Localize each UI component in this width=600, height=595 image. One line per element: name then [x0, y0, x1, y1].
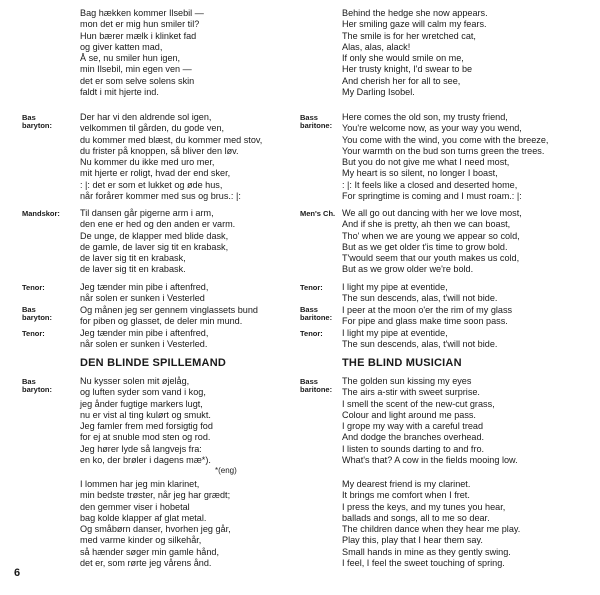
- verse-line: Play this, play that I hear them say.: [342, 535, 483, 546]
- verse-line: for ej at snuble mod sten og rod.: [80, 432, 211, 443]
- verse-line: For springtime is coming and I must roam.: |:: [342, 191, 522, 202]
- verse-line: And cherish her for all to see,: [342, 75, 461, 86]
- verse-line: But as we get older t'is time to grow bold.: [342, 241, 508, 252]
- verse-line: når forårет kommer med sus og brus.: |:: [80, 191, 241, 202]
- voice-label-line: baritone:: [300, 121, 333, 131]
- voice-label-line: baryton:: [22, 313, 52, 323]
- right-bass3b-lines: [342, 479, 562, 569]
- verse-line: You're welcome now, as your way you wend,: [342, 123, 522, 134]
- verse-line: med varme kinder og silkehår,: [80, 535, 202, 546]
- verse-line: : |: det er som et lukket og øde hus,: [80, 179, 223, 190]
- verse-line: And dodge the branches overhead.: [342, 432, 485, 443]
- verse-line: bag kolde klapper af glat metal.: [80, 512, 207, 523]
- section-title: THE BLIND MUSICIAN: [342, 357, 462, 369]
- verse-line: så hænder søger min gamle hånd,: [80, 546, 220, 557]
- left-tenor1-lines: [80, 282, 300, 305]
- voice-label: [22, 114, 74, 131]
- verse-line: Colour and light around me pass.: [342, 409, 476, 420]
- verse-line: : |: It feels like a closed and deserted home,: [342, 179, 518, 190]
- verse-line: Jeg tænder min pibe i aftenfred,: [80, 282, 209, 292]
- voice-label: [22, 210, 74, 218]
- verse-line: det er som selve solens skin: [80, 75, 195, 86]
- right-bass3-lines: [342, 376, 562, 466]
- verse-line: The airs a-stir with sweet surprise.: [342, 387, 480, 398]
- verse-line: du kommer med blæst, du kommer med stov,: [80, 134, 263, 145]
- right-tenor1-lines: [342, 282, 562, 305]
- verse-line: The golden sun kissing my eyes: [342, 376, 472, 386]
- verse-line: Tho' when we are young we appear so cold,: [342, 230, 520, 241]
- verse-line: min bedste trøster, når jeg har grædt;: [80, 490, 231, 501]
- footnote: *(eng): [215, 466, 237, 476]
- verse-line: I peer at the moon o'er the rim of my glass: [342, 305, 513, 315]
- section-title: DEN BLINDE SPILLEMAND: [80, 357, 226, 369]
- voice-label-line: Tenor:: [300, 329, 323, 338]
- verse-line: Alas, alas, alack!: [342, 41, 411, 52]
- voice-label-line: baryton:: [22, 121, 52, 131]
- verse-line: Til dansen går pigerne arm i arm,: [80, 208, 214, 218]
- verse-line: de laver sig tit en krabask,: [80, 253, 186, 264]
- verse-line: ballads and songs, all to me so dear.: [342, 512, 490, 523]
- verse-line: og luften syder som vand i kog,: [80, 387, 206, 398]
- verse-line: My Darling Isobel.: [342, 87, 415, 98]
- verse-line: T'would seem that our youth makes us cold,: [342, 253, 520, 264]
- verse-line: Og månen jeg ser gennem vinglassets bund: [80, 305, 258, 315]
- verse-line: For pipe and glass make time soon pass.: [342, 316, 508, 327]
- page-number: 6: [14, 567, 21, 579]
- left-choir-lines: [80, 208, 300, 276]
- verse-line: velkommen til gården, du gode ven,: [80, 123, 225, 134]
- verse-line: Her smiling gaze will calm my fears.: [342, 19, 487, 30]
- voice-label-line: Men's Ch.: [300, 209, 336, 218]
- verse-line: Der har vi den aldrende sol igen,: [80, 112, 212, 122]
- verse-line: But as we grow older we're bold.: [342, 264, 474, 275]
- right-intro-lines: [342, 8, 562, 98]
- voice-label-line: Bas: [22, 113, 36, 122]
- verse-line: I feel, I feel the sweet touching of spring.: [342, 558, 505, 569]
- verse-line: en ko, der brøler i dagens mæ*).: [80, 455, 211, 466]
- verse-line: The smile is for her wretched cat,: [342, 30, 476, 41]
- verse-line: Your warmth on the bud son turns green the trees.: [342, 145, 545, 156]
- verse-line: de gamle, de laver sig tit en krabask,: [80, 241, 229, 252]
- verse-line: I smell the scent of the new-cut grass,: [342, 398, 495, 409]
- verse-line: It brings me comfort when I fret.: [342, 490, 470, 501]
- voice-label-line: Tenor:: [22, 329, 45, 338]
- left-bas3b-lines: [80, 479, 300, 569]
- verse-line: Å se, nu smiler hun igen,: [80, 53, 181, 64]
- verse-line: Bag hækken kommer Ilsebil —: [80, 8, 204, 18]
- verse-line: nu er vist al ting kulørt og smukt.: [80, 409, 211, 420]
- voice-label: [22, 330, 74, 338]
- verse-line: The sun descends, alas, t'will not bide.: [342, 293, 498, 304]
- verse-line: Jeg hører lyde så langvejs fra:: [80, 443, 202, 454]
- verse-line: My heart is so silent, no longer I boast,: [342, 168, 498, 179]
- verse-line: den ene er hed og den anden er varm.: [80, 219, 236, 230]
- verse-line: You come with the wind, you come with the breeze,: [342, 134, 549, 145]
- verse-line: If only she would smile on me,: [342, 53, 464, 64]
- verse-line: mon det er mig hun smiler til?: [80, 19, 200, 30]
- verse-line: I light my pipe at eventide,: [342, 328, 448, 338]
- voice-label: [22, 378, 74, 395]
- verse-line: faldt i mit hjerte ind.: [80, 87, 159, 98]
- left-bas3-lines: [80, 376, 300, 475]
- right-bass1-lines: [342, 112, 562, 202]
- verse-line: Small hands in mine as they gently swing.: [342, 546, 511, 557]
- verse-line: mit hjerte er roligt, hvad der end sker,: [80, 168, 231, 179]
- verse-line: og giver katten mad,: [80, 41, 163, 52]
- voice-label-line: Tenor:: [300, 283, 323, 292]
- verse-line: Behind the hedge she now appears.: [342, 8, 488, 18]
- verse-line: når solen er sunken i Vesterled.: [80, 339, 208, 350]
- right-tenor2-lines: [342, 328, 562, 351]
- left-intro-lines: [80, 8, 300, 98]
- verse-line: min Ilsebil, min egen ven —: [80, 64, 192, 75]
- verse-line: I grope my way with a careful tread: [342, 421, 484, 432]
- verse-line: det er, som rørte jeg vårens ånd.: [80, 558, 212, 569]
- verse-line: når solen er sunken i Vesterled: [80, 293, 205, 304]
- right-bass2-lines: [342, 305, 562, 328]
- voice-label: [22, 306, 74, 323]
- verse-line: Her trusty knight, I'd swear to be: [342, 64, 473, 75]
- verse-line: I press the keys, and my tunes you hear,: [342, 501, 506, 512]
- voice-label-line: baritone:: [300, 385, 333, 395]
- verse-line: den gemmer viser i hobetal: [80, 501, 190, 512]
- verse-line: What's that? A cow in the fields mooing low.: [342, 455, 518, 466]
- left-tenor2-lines: [80, 328, 300, 351]
- verse-line: My dearest friend is my clarinet.: [342, 479, 471, 489]
- left-bas2-lines: [80, 305, 300, 328]
- voice-label-line: Bass: [300, 305, 318, 314]
- verse-line: for piben og glasset, de deler min mund.: [80, 316, 243, 327]
- verse-line: Jeg tænder min pibe i aftenfred,: [80, 328, 209, 338]
- voice-label-line: Bas: [22, 305, 36, 314]
- verse-line: I light my pipe at eventide,: [342, 282, 448, 292]
- verse-line: Here comes the old son, my trusty friend,: [342, 112, 508, 122]
- voice-label-line: Bas: [22, 377, 36, 386]
- voice-label: [22, 284, 74, 292]
- voice-label-line: baryton:: [22, 385, 52, 395]
- voice-label-line: Tenor:: [22, 283, 45, 292]
- verse-line: jeg ånder fugtige markers lugt,: [80, 398, 203, 409]
- left-bas1-lines: [80, 112, 300, 202]
- verse-line: Nu kommer du ikke med uro mer,: [80, 157, 215, 168]
- verse-line: But you do not give me what I need most,: [342, 157, 510, 168]
- right-choir-lines: [342, 208, 562, 276]
- voice-label-line: Mandskor:: [22, 209, 60, 218]
- voice-label-line: Bass: [300, 113, 318, 122]
- verse-line: Nu kysser solen mit øjelåg,: [80, 376, 190, 386]
- verse-line: The sun descends, alas, t'will not bide.: [342, 339, 498, 350]
- verse-line: de laver sig tit en krabask.: [80, 264, 186, 275]
- verse-line: And if she is pretty, ah then we can boast,: [342, 219, 511, 230]
- verse-line: We all go out dancing with her we love most,: [342, 208, 522, 218]
- verse-line: I listen to sounds darting to and fro.: [342, 443, 485, 454]
- verse-line: De unge, de klapper med blide dask,: [80, 230, 229, 241]
- verse-line: Og småbørn danser, hvorhen jeg går,: [80, 524, 231, 535]
- voice-label-line: baritone:: [300, 313, 333, 323]
- verse-line: du frister på knoppen, så bliver den løv.: [80, 145, 239, 156]
- voice-label-line: Bass: [300, 377, 318, 386]
- verse-line: Hun bærer mælk i klinket fad: [80, 30, 197, 41]
- verse-line: The children dance when they hear me play.: [342, 524, 521, 535]
- verse-line: Jeg famler frem med forsigtig fod: [80, 421, 213, 432]
- verse-line: I lommen har jeg min klarinet,: [80, 479, 200, 489]
